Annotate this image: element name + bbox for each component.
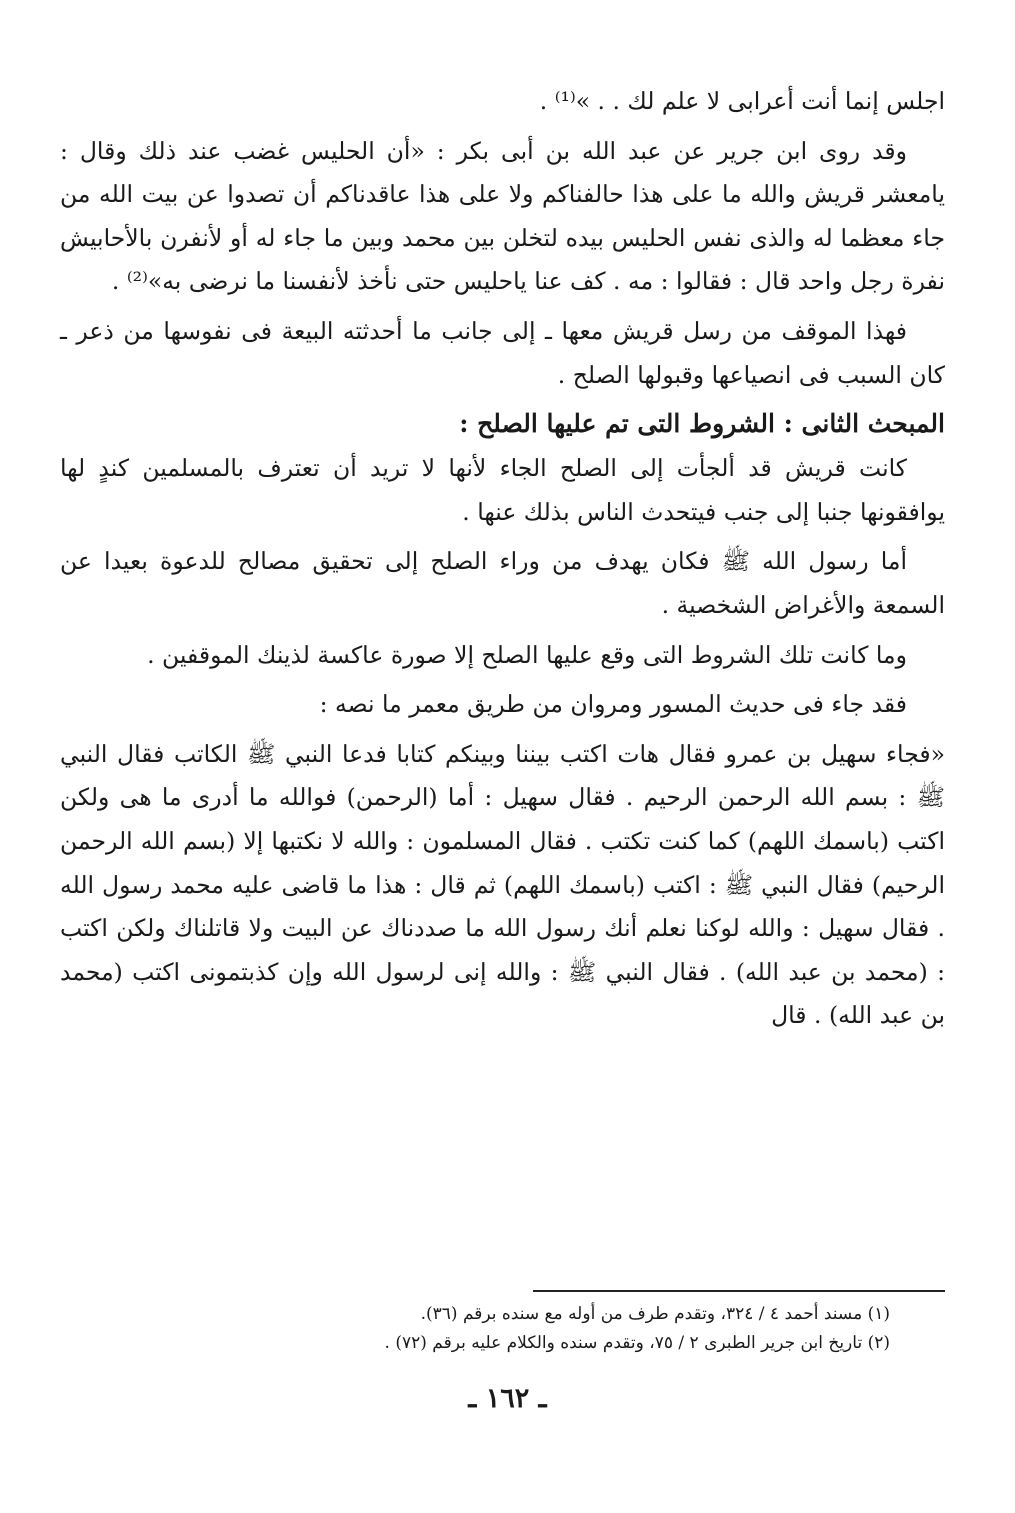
paragraph-8-quote: «فجاء سهيل بن عمرو فقال هات اكتب بيننا وبينكم كتابا فدعا النبي ﷺ الكاتب فقال النبي ﷺ : بسم الله الرحمن الرحيم . فقال سهيل : أما (الرحمن) فوالله ما أدرى ما هى ولكن اكتب (باسمك اللهم) كما كنت تكتب . فقال المسلمون : والله لا نكتبها إلا (بسم الله الرحمن الرحيم) فقال النبي ﷺ : اكتب (باسمك اللهم) ثم قال : هذا ما قاضى عليه محمد رسول الله . فقال سهيل : والله لوكنا نعلم أنك رسول الله ما صددناك عن البيت ولا قاتلناك ولكن اكتب : (محمد بن عبد الله) . فقال النبي ﷺ : والله إنى لرسول الله وإن كذبتمونى اكتب (محمد بن عبد الله) . قال (60, 739, 945, 1030)
page-number: ـ ١٦٢ ـ (468, 1383, 547, 1414)
paragraph-5: أما رسول الله ﷺ فكان يهدف من وراء الصلح إلى تحقيق مصالح للدعوة بعيدا عن السمعة والأغراض الشخصية . (60, 547, 945, 619)
footnotes (60, 1300, 890, 1358)
section-heading: المبحث الثانى : الشروط التى تم عليها الصلح : (459, 409, 945, 439)
footnote-1: (١) مسند أحمد ٤ / ٣٢٤، وتقدم طرف من أوله مع سنده برقم (٣٦). (420, 1304, 890, 1324)
paragraph-2: وقد روى ابن جرير عن عبد الله بن أبى بكر : «أن الحليس غضب عند ذلك وقال : يامعشر قريش والله ما على هذا حالفناكم ولا على هذا عاقدناكم أن تصدوا عن بيت الله من جاء معظما له والذى نفس الحليس بيده لتخلن بين محمد وبين ما جاء له أو لأنفرن بالأحابيش نفرة رجل واحد قال : فقالوا : مه . كف عنا ياحليس حتى نأخذ لأنفسنا ما نرضى به»⁽²⁾ . (60, 136, 945, 296)
paragraph-4: كانت قريش قد ألجأت إلى الصلح الجاء لأنها لا تريد أن تعترف بالمسلمين كندٍ لها يوافقونها جنبا إلى جنب فيتحدث الناس بذلك عنها . (60, 454, 945, 526)
footnote-2: (٢) تاريخ ابن جرير الطبرى ٢ / ٧٥، وتقدم سنده والكلام عليه برقم (٧٢) . (384, 1333, 890, 1353)
paragraph-1: اجلس إنما أنت أعرابى لا علم لك . . »⁽¹⁾ . (539, 87, 945, 115)
footnote-divider (533, 1290, 945, 1292)
page-body (60, 80, 945, 1038)
paragraph-3: فهذا الموقف من رسل قريش معها ـ إلى جانب ما أحدثته البيعة فى نفوسها من ذعر ـ كان السبب فى انصياعها وقبولها الصلح . (60, 316, 945, 389)
paragraph-7: فقد جاء فى حديث المسور ومروان من طريق معمر ما نصه : (319, 690, 907, 719)
paragraph-6: وما كانت تلك الشروط التى وقع عليها الصلح إلا صورة عاكسة لذينك الموقفين . (147, 640, 907, 669)
